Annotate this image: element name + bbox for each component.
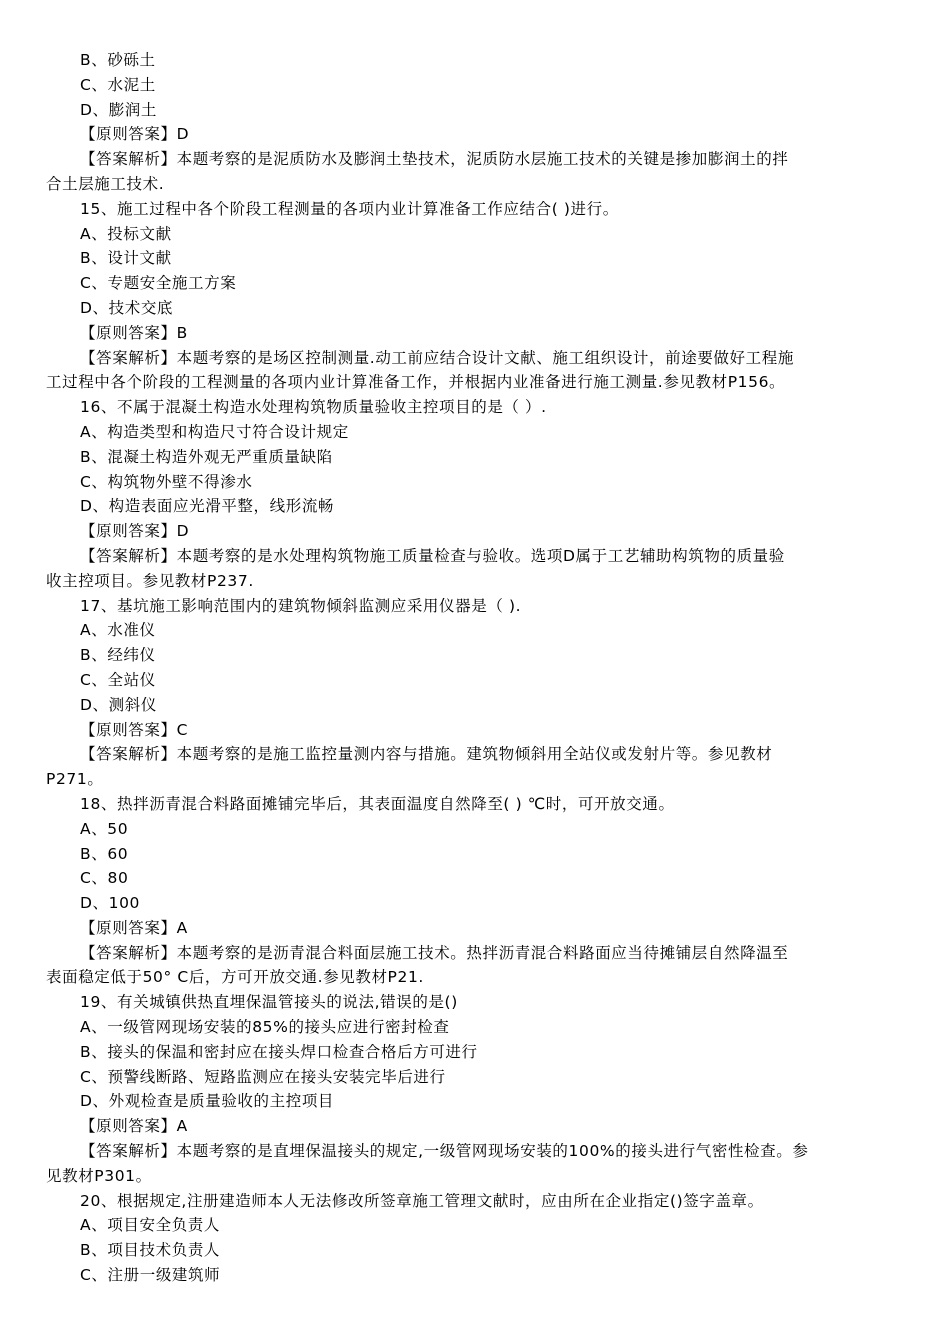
text-line: 收主控项目。参见教材P237. xyxy=(46,571,254,590)
text-line: C、预警线断路、短路监测应在接头安装完毕后进行 xyxy=(80,1067,446,1086)
text-line: C、构筑物外壁不得渗水 xyxy=(80,472,253,491)
text-line: D、技术交底 xyxy=(80,298,174,317)
text-line: B、经纬仪 xyxy=(80,646,156,665)
text-line: A、一级管网现场安装的85%的接头应进行密封检查 xyxy=(80,1018,450,1037)
text-line: 20、根据规定,注册建造师本人无法修改所签章施工管理文献时，应由所在企业指定()签字盖章。 xyxy=(80,1191,764,1210)
text-line: B、混凝土构造外观无严重质量缺陷 xyxy=(80,447,333,466)
text-line: D、测斜仪 xyxy=(80,695,157,714)
document-body xyxy=(0,48,950,1288)
text-line: B、60 xyxy=(80,844,129,863)
text-line: D、外观检查是质量验收的主控项目 xyxy=(80,1092,335,1111)
text-line: 【原则答案】D xyxy=(80,522,190,541)
text-line: 【答案解析】本题考察的是场区控制测量.动工前应结合设计文献、施工组织设计，前途要做好工程施 xyxy=(80,348,794,367)
text-line: 工过程中各个阶段的工程测量的各项内业计算准备工作，并根据内业准备进行施工测量.参见教材P156。 xyxy=(46,373,786,392)
text-line: 【原则答案】C xyxy=(80,720,189,739)
text-line: 【原则答案】A xyxy=(80,918,188,937)
text-line: C、专题安全施工方案 xyxy=(80,274,237,293)
text-line: 【原则答案】D xyxy=(80,125,190,144)
text-line: B、接头的保温和密封应在接头焊口检查合格后方可进行 xyxy=(80,1042,478,1061)
text-line: 【原则答案】B xyxy=(80,323,188,342)
text-line: D、100 xyxy=(80,894,141,913)
text-line: A、水准仪 xyxy=(80,621,156,640)
text-line: 【答案解析】本题考察的是沥青混合料面层施工技术。热拌沥青混合料路面应当待摊铺层自然降温至 xyxy=(80,943,789,962)
text-line: 见教材P301。 xyxy=(46,1166,152,1185)
text-line: 15、施工过程中各个阶段工程测量的各项内业计算准备工作应结合( )进行。 xyxy=(80,199,619,218)
text-line: B、设计文献 xyxy=(80,249,172,268)
text-line: A、50 xyxy=(80,819,129,838)
text-line: A、项目安全负责人 xyxy=(80,1216,221,1235)
text-line: B、项目技术负责人 xyxy=(80,1241,221,1260)
text-line: D、膨润土 xyxy=(80,100,157,119)
text-line: 合土层施工技术. xyxy=(46,174,165,193)
text-line: A、构造类型和构造尺寸符合设计规定 xyxy=(80,422,349,441)
text-line: 表面稳定低于50° C后，方可开放交通.参见教材P21. xyxy=(46,968,424,987)
text-line: 【答案解析】本题考察的是水处理构筑物施工质量检查与验收。选项D属于工艺辅助构筑物的质量验 xyxy=(80,546,785,565)
text-line: 16、不属于混凝土构造水处理构筑物质量验收主控项目的是（ ）. xyxy=(80,398,547,417)
text-line: C、水泥土 xyxy=(80,75,156,94)
text-line: C、80 xyxy=(80,869,129,888)
text-line: P271。 xyxy=(46,770,104,789)
text-line: 【答案解析】本题考察的是施工监控量测内容与措施。建筑物倾斜用全站仪或发射片等。参见教材 xyxy=(80,745,773,764)
text-line: 【原则答案】A xyxy=(80,1117,188,1136)
text-line: C、注册一级建筑师 xyxy=(80,1266,221,1285)
text-line: D、构造表面应光滑平整，线形流畅 xyxy=(80,497,335,516)
text-line: 18、热拌沥青混合料路面摊铺完毕后，其表面温度自然降至( ) ℃时，可开放交通。 xyxy=(80,794,675,813)
text-line: 【答案解析】本题考察的是直埋保温接头的规定,一级管网现场安装的100%的接头进行气密性检查。参 xyxy=(80,1142,809,1161)
text-line: B、砂砾土 xyxy=(80,51,156,69)
text-line: 17、基坑施工影响范围内的建筑物倾斜监测应采用仪器是（ ). xyxy=(80,596,522,615)
text-line: C、全站仪 xyxy=(80,670,156,689)
text-line: 【答案解析】本题考察的是泥质防水及膨润土垫技术，泥质防水层施工技术的关键是掺加膨润土的拌 xyxy=(80,150,789,169)
text-line: 19、有关城镇供热直埋保温管接头的说法,错误的是() xyxy=(80,993,458,1012)
text-line: A、投标文献 xyxy=(80,224,172,243)
